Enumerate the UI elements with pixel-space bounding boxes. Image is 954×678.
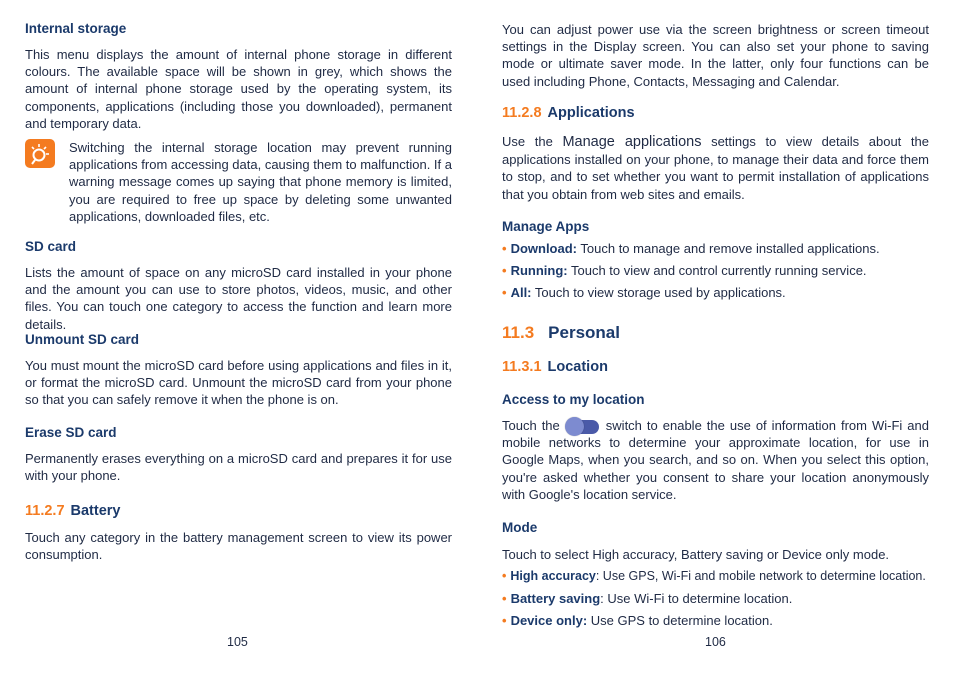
mode-section xyxy=(502,520,929,629)
applications-body-pre: Use the xyxy=(502,134,553,149)
access-body-post: switch to enable the use of information from Wi-Fi and mobile networks to determine your approximate location, for use in Google Maps, when you search, and so on. When you select this option, you're asked whether you consent to share your location anonymously with Google's location service. xyxy=(502,418,929,502)
list-item: • Battery saving: Use Wi-Fi to determine location. xyxy=(502,591,793,607)
sd-card-section xyxy=(25,239,452,333)
applications-body-post: settings to view details about the applications installed on your phone, to manage their data and force them to stop, and to set whether you want to permit installation of applications that you obtain from web sites and emails. xyxy=(502,134,929,202)
access-location-section xyxy=(502,392,929,503)
page-number-left: 105 xyxy=(227,635,248,649)
list-item: • High accuracy: Use GPS, Wi-Fi and mobile network to determine location. xyxy=(502,569,926,584)
lightbulb-icon xyxy=(25,139,55,168)
list-item: • Device only: Use GPS to determine location. xyxy=(502,613,773,629)
battery-section xyxy=(25,503,452,563)
erase-body: Permanently erases everything on a microSD card and prepares it for use with your phone. xyxy=(25,451,452,484)
section-number: 11.3.1 xyxy=(502,359,542,375)
list-item: • Download: Touch to manage and remove installed applications. xyxy=(502,241,880,256)
manage-apps-section xyxy=(502,219,929,301)
section-title: Battery xyxy=(70,503,121,519)
manage-apps-heading: Manage Apps xyxy=(502,219,590,234)
toggle-switch-icon xyxy=(567,420,599,434)
unmount-heading: Unmount SD card xyxy=(25,332,140,347)
location-section xyxy=(502,359,929,375)
section-number: 11.2.8 xyxy=(502,105,542,121)
tip-text: Switching the internal storage location may prevent running applications from accessing data, causing them to malfunction. If a warning message comes up saying that phone memory is limited, you are required to free up space by deleting some unwanted applications, downloaded files, etc. xyxy=(69,140,452,224)
power-intro-body: You can adjust power use via the screen brightness or screen timeout settings in the Display screen. You can also set your phone to saving mode or ultimate saver mode. In the latter, only four functions can be used including Phone, Contacts, Messaging and Calendar. xyxy=(502,22,929,89)
section-number: 11.3 xyxy=(502,323,535,342)
erase-section xyxy=(25,425,452,484)
mode-heading: Mode xyxy=(502,520,538,535)
unmount-body: You must mount the microSD card before using applications and files in it, or format the microSD card. Unmount the microSD card from your phone so that you can safely remove it when the phone is on. xyxy=(25,358,452,408)
battery-heading xyxy=(25,503,452,519)
tip-box xyxy=(25,139,452,229)
applications-body xyxy=(502,133,929,203)
section-number: 11.2.7 xyxy=(25,503,65,519)
erase-heading: Erase SD card xyxy=(25,425,117,440)
list-item: • Running: Touch to view and control currently running service. xyxy=(502,263,867,278)
applications-section xyxy=(502,105,929,203)
applications-heading xyxy=(502,105,929,121)
personal-heading xyxy=(502,323,929,343)
battery-body: Touch any category in the battery management screen to view its power consumption. xyxy=(25,530,452,563)
internal-storage-body: This menu displays the amount of internal phone storage in different colours. The available space will be shown in grey, which shows the amount of internal phone storage used by the operating system, its components, applications (including those you downloaded), permanent and temporary data. xyxy=(25,47,452,131)
unmount-section xyxy=(25,332,452,409)
sd-card-heading: SD card xyxy=(25,239,77,254)
page-number-right: 106 xyxy=(705,635,726,649)
location-heading xyxy=(502,359,929,375)
internal-storage-heading: Internal storage xyxy=(25,21,127,36)
sd-card-body: Lists the amount of space on any microSD card installed in your phone and the amount you can use to store photos, videos, music, and other files. You can touch one category to access the function and learn more details. xyxy=(25,265,452,332)
manage-applications-term: Manage applications xyxy=(562,134,702,150)
section-title: Location xyxy=(547,359,608,375)
section-title: Applications xyxy=(547,105,635,121)
section-title: Personal xyxy=(548,323,620,342)
list-item: • All: Touch to view storage used by applications. xyxy=(502,285,786,300)
personal-section xyxy=(502,323,929,343)
access-body-pre: Touch the xyxy=(502,418,560,433)
access-location-body xyxy=(502,417,929,503)
mode-body: Touch to select High accuracy, Battery saving or Device only mode. xyxy=(502,547,890,562)
internal-storage-section xyxy=(25,21,452,132)
power-intro xyxy=(502,21,929,90)
access-location-heading: Access to my location xyxy=(502,392,645,407)
